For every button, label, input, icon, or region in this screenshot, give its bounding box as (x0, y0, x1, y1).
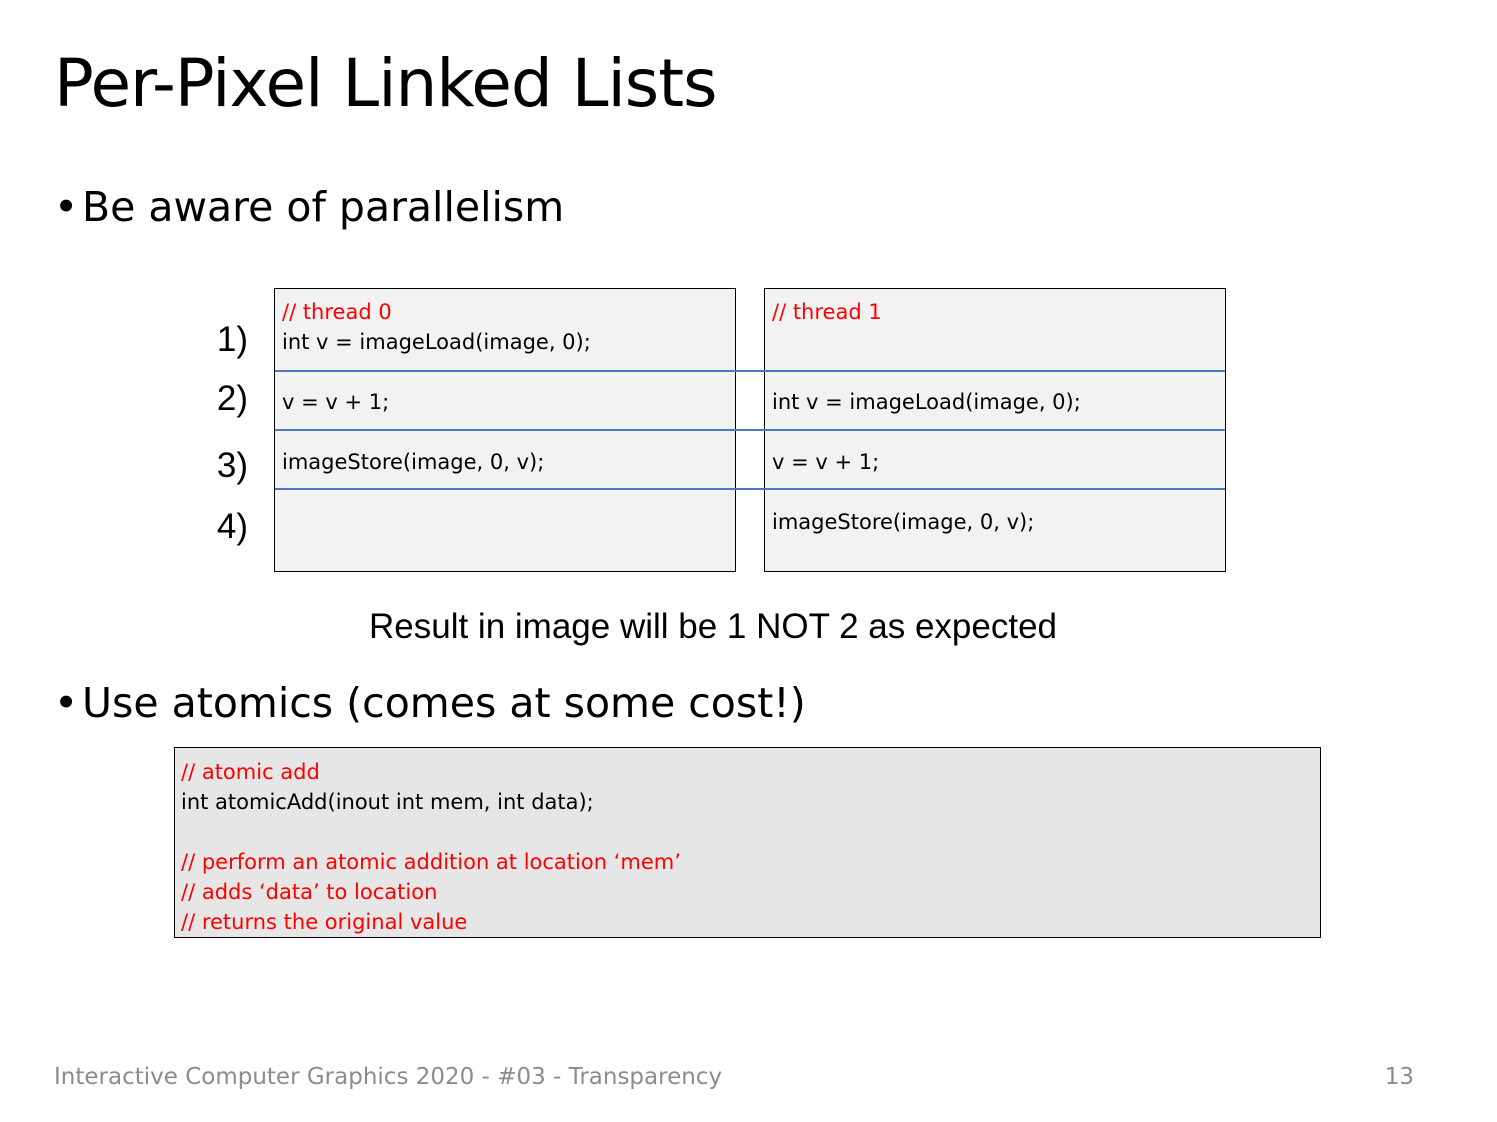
thread0-line: imageStore(image, 0, v); (282, 450, 545, 474)
bullet-text: Use atomics (comes at some cost!) (82, 679, 806, 727)
step-label: 2) (216, 379, 248, 418)
page-number: 13 (1384, 1064, 1414, 1090)
thread1-line: int v = imageLoad(image, 0); (772, 390, 1081, 414)
atomic-comment: // perform an atomic addition at location ‘mem’ (181, 850, 681, 874)
step-divider (275, 488, 1225, 490)
step-label: 3) (216, 446, 248, 485)
step-divider (275, 370, 1225, 372)
bullet-marker: • (54, 679, 79, 727)
bullet-atomics (54, 678, 806, 728)
step-label: 1) (216, 320, 248, 359)
thread1-line: imageStore(image, 0, v); (772, 510, 1035, 534)
atomic-comment: // adds ‘data’ to location (181, 880, 438, 904)
step-divider (275, 429, 1225, 431)
atomic-signature: int atomicAdd(inout int mem, int data); (181, 790, 594, 814)
thread0-comment: // thread 0 (282, 300, 392, 324)
thread0-line: int v = imageLoad(image, 0); (282, 330, 591, 354)
bullet-marker: • (54, 183, 79, 231)
bullet-parallelism (54, 182, 564, 232)
slide-title: Per-Pixel Linked Lists (54, 45, 717, 122)
result-caption: Result in image will be 1 NOT 2 as expected (369, 607, 1058, 646)
thread1-comment: // thread 1 (772, 300, 882, 324)
slide-footer: Interactive Computer Graphics 2020 - #03 - Transparency (54, 1064, 723, 1090)
atomic-comment: // returns the original value (181, 910, 468, 934)
thread1-line: v = v + 1; (772, 450, 880, 474)
atomic-code-box (174, 747, 1321, 938)
bullet-text: Be aware of parallelism (82, 183, 565, 231)
step-label: 4) (216, 507, 248, 546)
thread0-line: v = v + 1; (282, 390, 390, 414)
atomic-comment: // atomic add (181, 760, 320, 784)
